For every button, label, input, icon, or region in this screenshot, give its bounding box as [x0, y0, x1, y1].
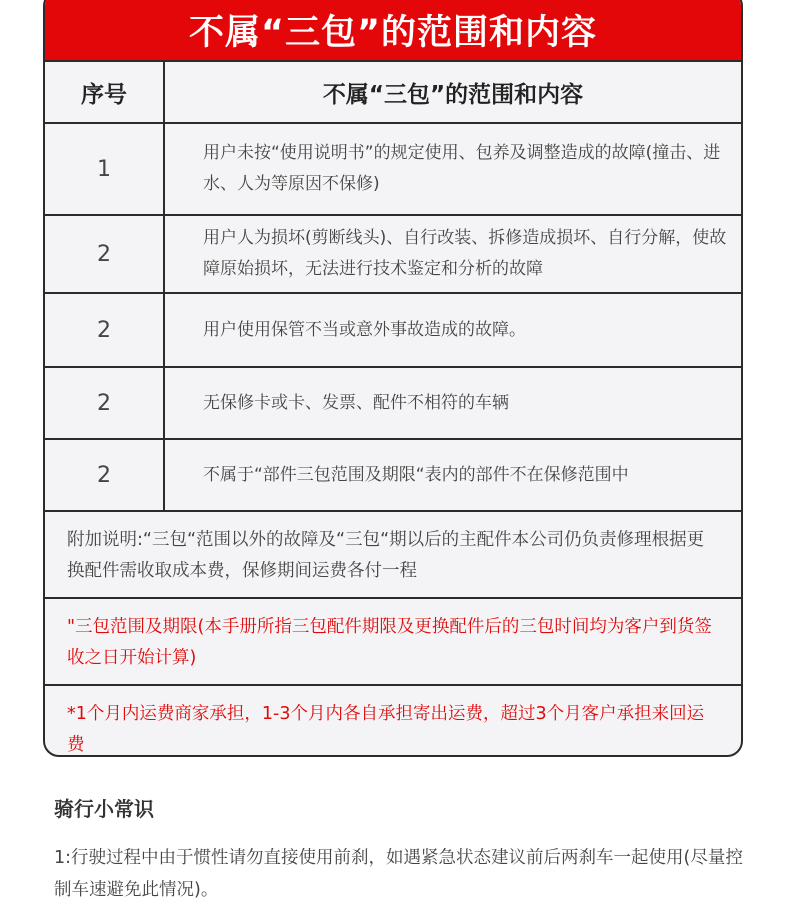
- row-text: 用户人为损坏(剪断线头)、自行改装、拆修造成损坏、自行分解，使故障原始损坏，无法进行技术鉴定和分析的故障: [164, 215, 741, 293]
- row-number: 2: [45, 215, 164, 293]
- row-number: 2: [45, 439, 164, 511]
- table-row: [45, 123, 741, 215]
- warranty-period-note: "三包范围及期限(本手册所指三包配件期限及更换配件后的三包时间均为客户到货签收之日开始计算): [45, 599, 741, 686]
- riding-tip-text: 1:行驶过程中由于惯性请勿直接使用前刹，如遇紧急状态建议前后两刹车一起使用(尽量控制车速避免此情况)。: [54, 848, 743, 900]
- header-content: 不属“三包”的范围和内容: [164, 62, 741, 123]
- table-row: [45, 293, 741, 367]
- warranty-card: [43, 0, 743, 757]
- table-row: [45, 367, 741, 439]
- row-text: 不属于“部件三包范围及期限“表内的部件不在保修范围中: [164, 439, 741, 511]
- row-text: 用户使用保管不当或意外事故造成的故障。: [164, 293, 741, 367]
- warranty-exclusion-table: [45, 62, 741, 512]
- row-number: 1: [45, 123, 164, 215]
- row-number: 2: [45, 293, 164, 367]
- table-row: [45, 439, 741, 511]
- shipping-fee-note: *1个月内运费商家承担，1-3个月内各自承担寄出运费，超过3个月客户承担来回运费: [67, 704, 705, 755]
- table-header-row: [45, 62, 741, 123]
- table-row: [45, 215, 741, 293]
- row-text: 用户未按“使用说明书”的规定使用、包养及调整造成的故障(撞击、进水、人为等原因不保修): [164, 123, 741, 215]
- card-title: 不属“三包”的范围和内容: [45, 0, 741, 62]
- row-number: 2: [45, 367, 164, 439]
- row-text: 无保修卡或卡、发票、配件不相符的车辆: [164, 367, 741, 439]
- riding-tips-heading: 骑行小常识: [54, 797, 154, 821]
- additional-note: 附加说明:“三包“范围以外的故障及“三包“期以后的主配件本公司仍负责修理根据更换配件需收取成本费，保修期间运费各付一程: [45, 512, 741, 599]
- header-no: 序号: [45, 62, 164, 123]
